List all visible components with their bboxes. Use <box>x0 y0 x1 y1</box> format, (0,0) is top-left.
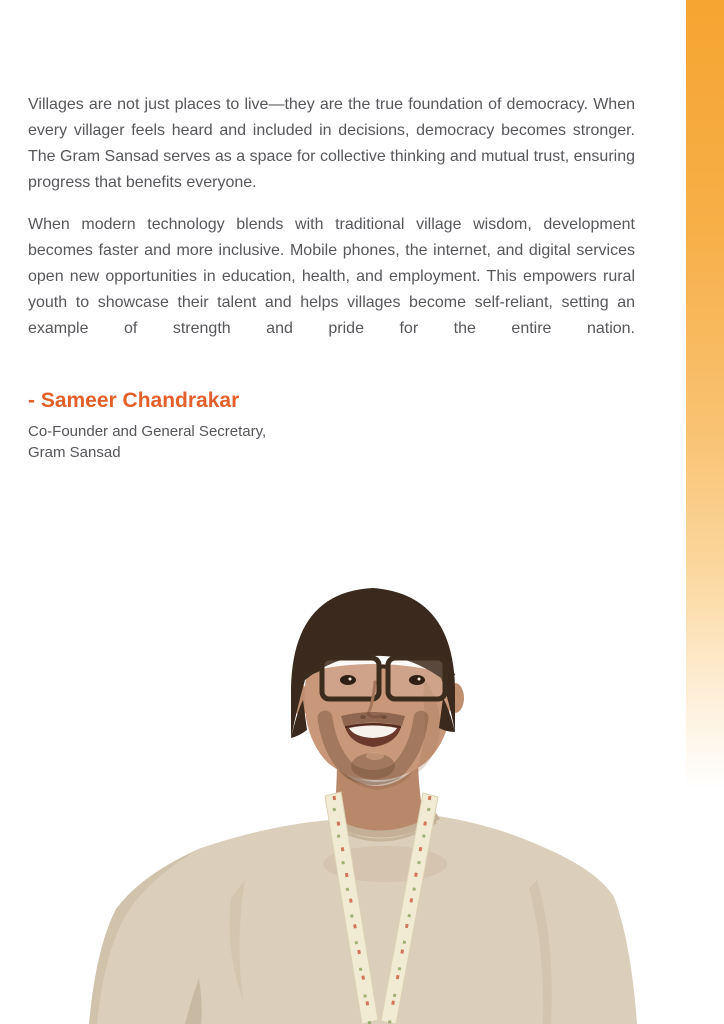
quote-content <box>28 92 635 463</box>
attribution-block <box>28 388 635 463</box>
author-role-line-1: Co-Founder and General Secretary, <box>28 423 267 440</box>
author-name: - Sameer Chandrakar <box>28 389 240 412</box>
author-role-line-2: Gram Sansad <box>28 444 121 461</box>
portrait-photo <box>85 580 655 1024</box>
right-gradient-stripe <box>686 0 724 1024</box>
quote-paragraph-1: Villages are not just places to live—they are the true foundation of democracy. When every villager feels heard and included in decisions, democracy becomes stronger. The Gram Sansad serves as a space for collective thinking and mutual trust, ensuring progress that benefits everyone. <box>28 96 635 191</box>
quote-paragraph-2: When modern technology blends with traditional village wisdom, development becomes faster and more inclusive. Mobile phones, the internet, and digital services open new opportunities in education, health, and employment. This empowers rural youth to showcase their talent and helps villages become self-reliant, setting an example of strength and pride for the entire nation. <box>28 216 635 337</box>
portrait-illustration <box>85 580 655 1024</box>
